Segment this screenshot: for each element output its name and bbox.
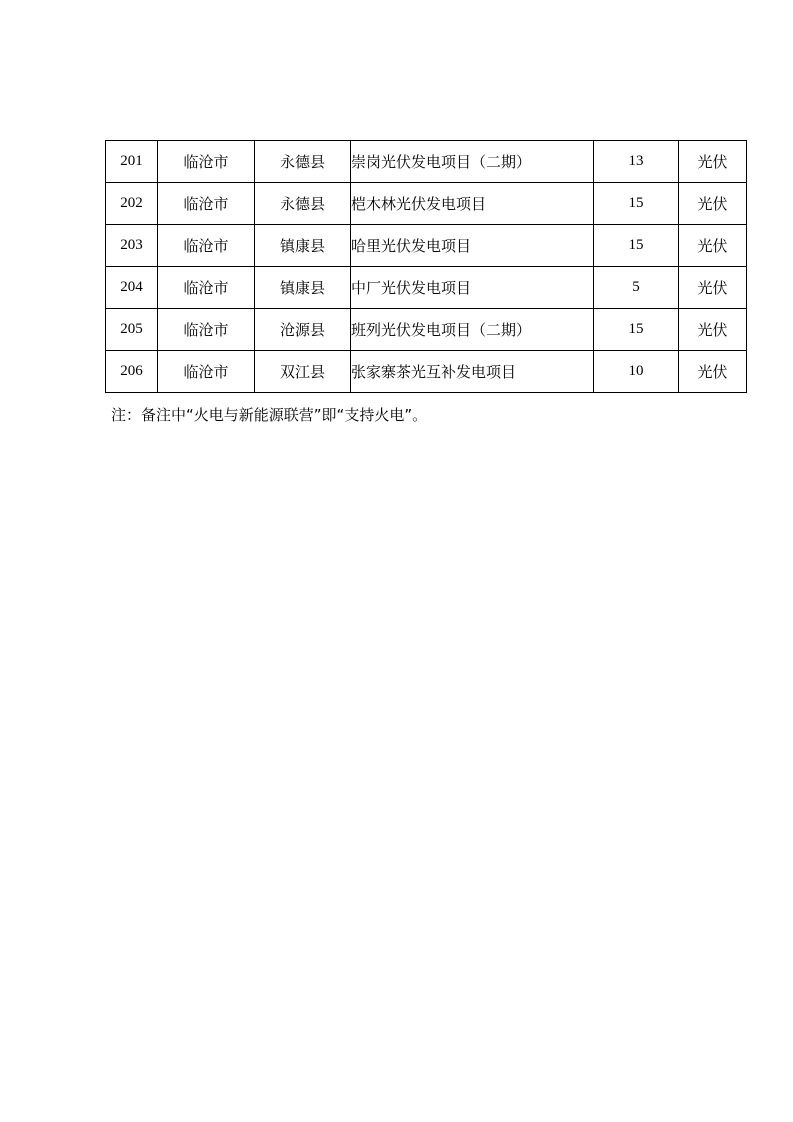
table-row <box>106 141 747 183</box>
project-name-cell: 桤木林光伏发电项目 <box>351 183 594 225</box>
county-cell: 永德县 <box>255 183 351 225</box>
row-number: 206 <box>106 351 158 393</box>
county-cell: 沧源县 <box>255 309 351 351</box>
project-name-cell: 哈里光伏发电项目 <box>351 225 594 267</box>
project-name-cell: 张家寨茶光互补发电项目 <box>351 351 594 393</box>
capacity-cell: 13 <box>594 141 679 183</box>
row-number: 203 <box>106 225 158 267</box>
footnote: 注：备注中“火电与新能源联营”即“支持火电”。 <box>111 406 428 424</box>
capacity-cell: 5 <box>594 267 679 309</box>
capacity-cell: 15 <box>594 183 679 225</box>
county-cell: 双江县 <box>255 351 351 393</box>
city-cell: 临沧市 <box>158 225 255 267</box>
city-cell: 临沧市 <box>158 309 255 351</box>
type-cell: 光伏 <box>679 183 747 225</box>
capacity-cell: 10 <box>594 351 679 393</box>
row-number: 205 <box>106 309 158 351</box>
city-cell: 临沧市 <box>158 141 255 183</box>
table-row <box>106 309 747 351</box>
table-row <box>106 225 747 267</box>
project-name-cell: 中厂光伏发电项目 <box>351 267 594 309</box>
row-number: 204 <box>106 267 158 309</box>
type-cell: 光伏 <box>679 225 747 267</box>
county-cell: 镇康县 <box>255 225 351 267</box>
type-cell: 光伏 <box>679 309 747 351</box>
project-name-cell: 班列光伏发电项目（二期） <box>351 309 594 351</box>
table-row <box>106 267 747 309</box>
type-cell: 光伏 <box>679 141 747 183</box>
project-table-body <box>106 141 747 393</box>
type-cell: 光伏 <box>679 267 747 309</box>
type-cell: 光伏 <box>679 351 747 393</box>
row-number: 202 <box>106 183 158 225</box>
county-cell: 永德县 <box>255 141 351 183</box>
project-table <box>105 140 747 393</box>
capacity-cell: 15 <box>594 309 679 351</box>
project-name-cell: 崇岗光伏发电项目（二期） <box>351 141 594 183</box>
capacity-cell: 15 <box>594 225 679 267</box>
county-cell: 镇康县 <box>255 267 351 309</box>
table-row <box>106 183 747 225</box>
city-cell: 临沧市 <box>158 351 255 393</box>
row-number: 201 <box>106 141 158 183</box>
table-row <box>106 351 747 393</box>
city-cell: 临沧市 <box>158 267 255 309</box>
city-cell: 临沧市 <box>158 183 255 225</box>
